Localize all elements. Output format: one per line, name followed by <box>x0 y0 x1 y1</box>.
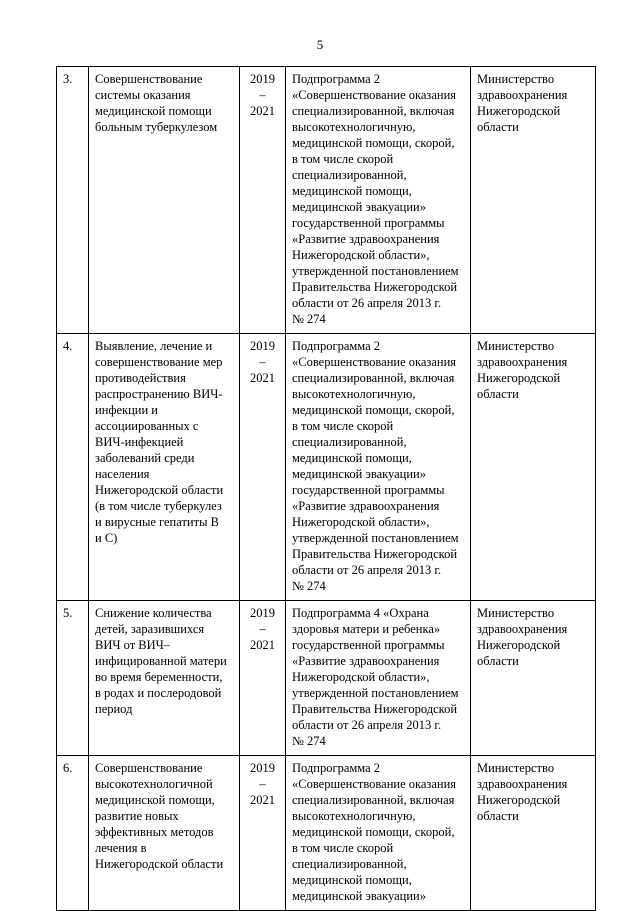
period: 2019 – 2021 <box>240 601 286 756</box>
table-row <box>57 67 596 334</box>
measure-name: Выявление, лечение и совершенствование мер противодействия распространению ВИЧ- инфекции и ассоциированных с ВИЧ-инфекцией заболеваний среди населения Нижегородской области (в том числе туберкулез и вирусные гепатиты В и С) <box>89 334 240 601</box>
table-row <box>57 334 596 601</box>
row-number: 6. <box>57 756 89 911</box>
table-row <box>57 601 596 756</box>
period: 2019 – 2021 <box>240 334 286 601</box>
table-row <box>57 756 596 911</box>
page-number: 5 <box>316 37 324 52</box>
row-number: 3. <box>57 67 89 334</box>
executor: Министерство здравоохранения Нижегородской области <box>471 334 596 601</box>
period: 2019 – 2021 <box>240 67 286 334</box>
measure-name: Снижение количества детей, заразившихся ВИЧ от ВИЧ– инфицированной матери во время беременности, в родах и послеродовой период <box>89 601 240 756</box>
executor: Министерство здравоохранения Нижегородской области <box>471 601 596 756</box>
row-number: 5. <box>57 601 89 756</box>
program-reference: Подпрограмма 4 «Охрана здоровья матери и ребенка» государственной программы «Развитие здравоохранения Нижегородской области», утвержденной постановлением Правительства Нижегородской области от 26 апреля 2013 г. № 274 <box>286 601 471 756</box>
measure-name: Совершенствование системы оказания медицинской помощи больным туберкулезом <box>89 67 240 334</box>
measure-name: Совершенствование высокотехнологичной медицинской помощи, развитие новых эффективных методов лечения в Нижегородской области <box>89 756 240 911</box>
executor: Министерство здравоохранения Нижегородской области <box>471 756 596 911</box>
program-reference: Подпрограмма 2 «Совершенствование оказания специализированной, включая высокотехнологичную, медицинской помощи, скорой, в том числе скорой специализированной, медицинской помощи, медицинской эвакуации» <box>286 756 471 911</box>
program-reference: Подпрограмма 2 «Совершенствование оказания специализированной, включая высокотехнологичную, медицинской помощи, скорой, в том числе скорой специализированной, медицинской помощи, медицинской эвакуации» государственной программы «Развитие здравоохранения Нижегородской области», утвержденной постановлением Правительства Нижегородской области от 26 апреля 2013 г. № 274 <box>286 334 471 601</box>
executor: Министерство здравоохранения Нижегородской области <box>471 67 596 334</box>
measures-table <box>56 66 596 911</box>
row-number: 4. <box>57 334 89 601</box>
period: 2019 – 2021 <box>240 756 286 911</box>
program-reference: Подпрограмма 2 «Совершенствование оказания специализированной, включая высокотехнологичную, медицинской помощи, скорой, в том числе скорой специализированной, медицинской помощи, медицинской эвакуации» государственной программы «Развитие здравоохранения Нижегородской области», утвержденной постановлением Правительства Нижегородской области от 26 апреля 2013 г. № 274 <box>286 67 471 334</box>
